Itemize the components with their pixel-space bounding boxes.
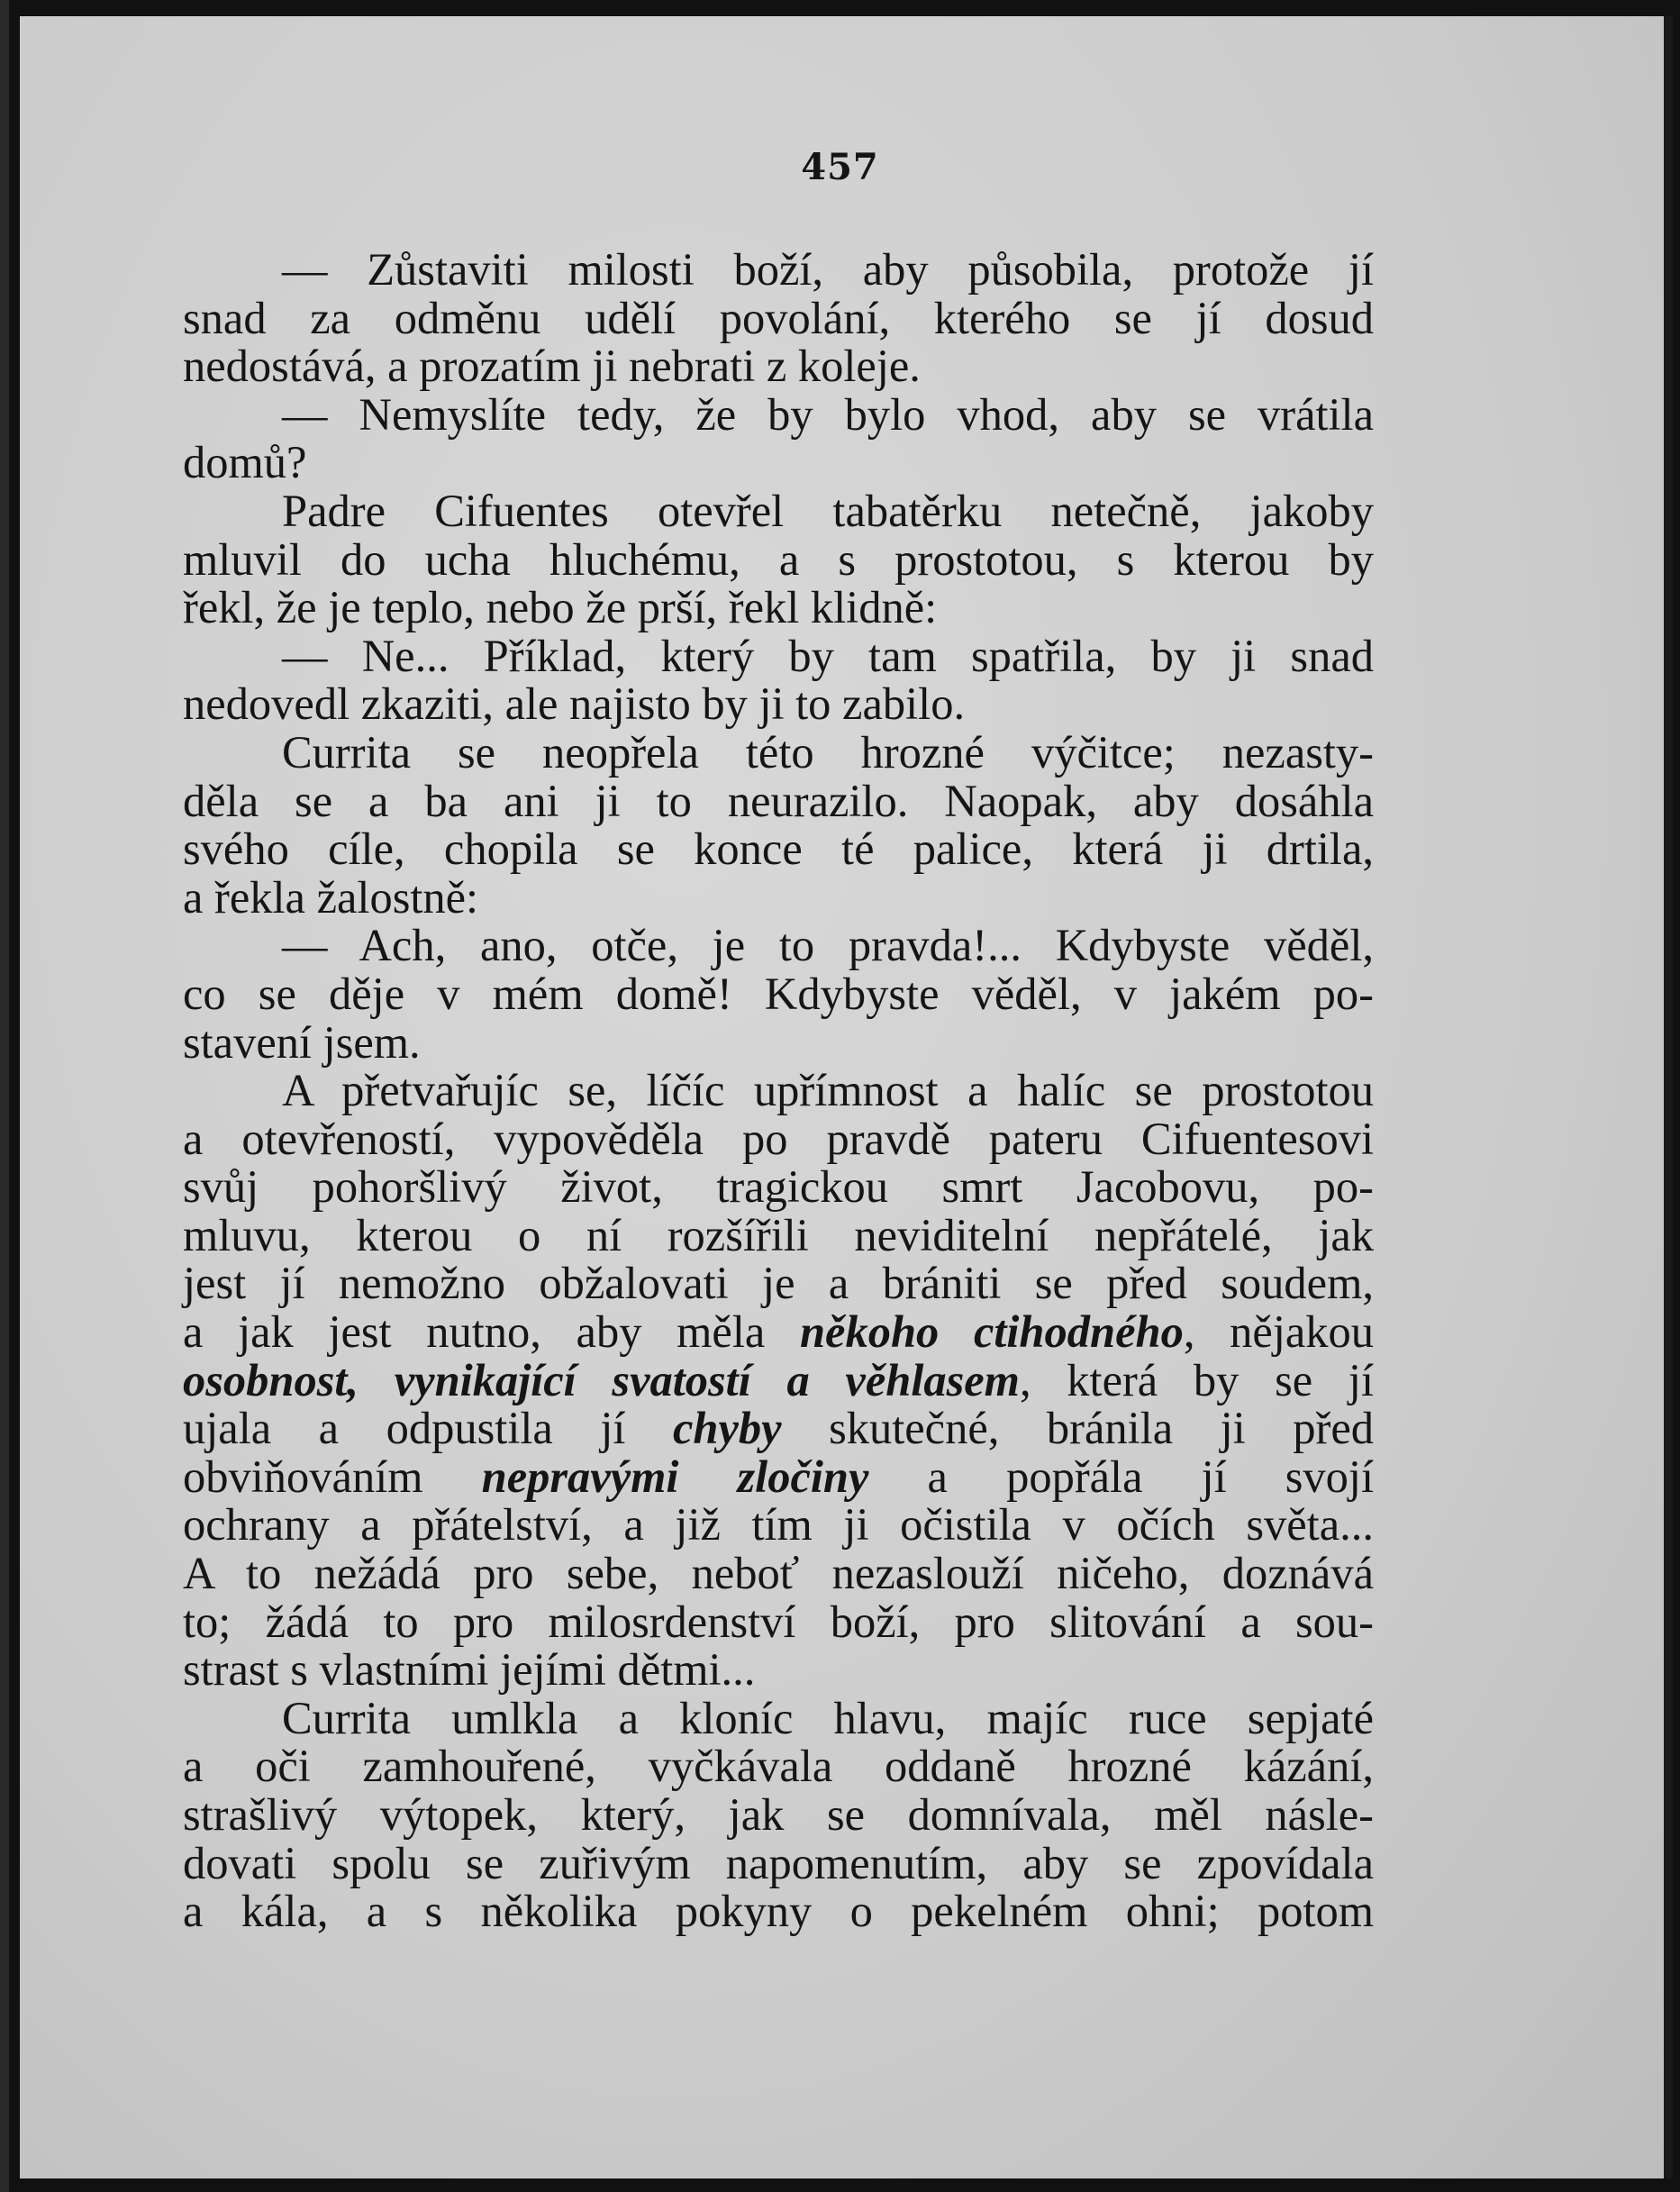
text-segment: nedovedl zkaziti, ale najisto by ji to zabilo. [183, 678, 966, 730]
text-segment: a řekla žalostně: [183, 871, 479, 923]
text-segment: svůj pohoršlivý život, tragickou smrt Jacobovu, po- [183, 1161, 1374, 1213]
text-segment: — Zůstaviti milosti boží, aby působila, protože jí [282, 244, 1374, 295]
text-segment: Currita se neopřela této hrozné výčitce; nezasty- [282, 726, 1374, 778]
text-line [183, 871, 1374, 923]
text-segment: Currita umlkla a kloníc hlavu, majíc ruce sepjaté [282, 1692, 1374, 1743]
text-segment: řekl, že je teplo, nebo že prší, řekl klidně: [183, 582, 938, 633]
text-segment: a oči zamhouřené, vyčkávala oddaně hrozné kázání, [183, 1741, 1374, 1792]
text-segment: to; žádá to pro milosrdenství boží, pro slitování a sou- [183, 1596, 1374, 1647]
text-segment: A přetvařujíc se, líčíc upřímnost a halíc se prostotou [282, 1065, 1374, 1116]
emphasis-text: osobnost, vynikající svatostí a věhlasem [183, 1354, 1020, 1405]
text-line [183, 1354, 1374, 1405]
text-segment: ochrany a přátelství, a již tím ji očistila v očích světa... [183, 1499, 1374, 1551]
text-line [183, 1308, 1374, 1357]
text-line [183, 487, 1374, 536]
text-line [183, 1598, 1374, 1647]
text-segment: strašlivý výtopek, který, jak se domnívala, měl násle- [183, 1789, 1374, 1840]
text-line [183, 584, 1374, 632]
text-segment: snad za odměnu udělí povolání, kterého se jí dosud [183, 292, 1374, 343]
text-segment: a otevřeností, vypověděla po pravdě pateru Cifuentesovi [183, 1113, 1374, 1164]
text-line [183, 439, 1374, 487]
text-segment: jest jí nemožno obžalovati je a brániti se před soudem, [183, 1258, 1374, 1309]
text-line [183, 1646, 1374, 1695]
text-segment: , která by se jí [1019, 1354, 1374, 1405]
text-line [183, 1501, 1374, 1550]
text-segment: dovati spolu se zuřivým napomenutím, aby se zpovídala [183, 1837, 1374, 1888]
text-line [183, 1692, 1374, 1743]
text-line [183, 775, 1374, 826]
text-segment: skutečné, bránila ji před [781, 1403, 1374, 1454]
text-line [183, 970, 1374, 1019]
text-line [183, 1209, 1374, 1260]
text-line [183, 1837, 1374, 1888]
text-line [183, 825, 1374, 874]
text-segment: strast s vlastními jejími dětmi... [183, 1644, 756, 1696]
text-line [183, 922, 1374, 970]
text-segment: mluvil do ucha hluchému, a s prostotou, s kterou by [183, 533, 1374, 585]
text-line [183, 1791, 1374, 1840]
text-line [183, 1016, 1374, 1068]
text-segment: nedostává, a prozatím ji nebrati z koleje. [183, 341, 921, 392]
text-segment: , nějakou [1183, 1306, 1375, 1358]
text-line [183, 533, 1374, 585]
text-segment: stavení jsem. [183, 1016, 421, 1068]
text-line [183, 726, 1374, 778]
text-segment: a jak jest nutno, aby měla [183, 1306, 800, 1358]
text-line [183, 1067, 1374, 1115]
text-segment: domů? [183, 437, 307, 488]
text-line [183, 1742, 1374, 1791]
text-segment: mluvu, kterou o ní rozšířili neviditelní nepřátelé, jak [183, 1209, 1374, 1260]
emphasis-text: někoho ctihodného [799, 1306, 1184, 1358]
text-segment: — Ach, ano, otče, je to pravda!... Kdybyste věděl, [282, 920, 1374, 971]
text-line [183, 1887, 1374, 1936]
text-line [183, 292, 1374, 343]
text-segment: svého cíle, chopila se konce té palice, která ji drtila, [183, 823, 1374, 875]
text-segment: a popřála jí svojí [868, 1451, 1374, 1502]
text-segment: a kála, a s několika pokyny o pekelném ohni; potom [183, 1886, 1374, 1937]
text-line [183, 1115, 1374, 1164]
text-segment: Padre Cifuentes otevřel tabatěrku netečně, jakoby [282, 485, 1374, 536]
text-segment: A to nežádá pro sebe, neboť nezaslouží ničeho, doznává [183, 1548, 1374, 1599]
text-segment: — Nemyslíte tedy, že by bylo vhod, aby se vrátila [282, 388, 1374, 440]
text-line [183, 1405, 1374, 1453]
emphasis-text: nepravými zločiny [481, 1451, 869, 1502]
text-segment: — Ne... Příklad, který by tam spatřila, by ji snad [282, 630, 1374, 681]
text-line [183, 1550, 1374, 1598]
scan-left-edge [0, 0, 9, 2192]
text-segment: obviňováním [183, 1451, 482, 1502]
text-line [183, 1163, 1374, 1212]
text-line [183, 1453, 1374, 1502]
text-line [183, 680, 1374, 729]
text-segment: ujala a odpustila jí [183, 1403, 673, 1454]
text-line [183, 342, 1374, 391]
text-segment: co se děje v mém domě! Kdybyste věděl, v jakém po- [183, 968, 1374, 1019]
body-text [183, 246, 1374, 1936]
emphasis-text: chyby [672, 1403, 782, 1454]
page-number: 457 [801, 146, 879, 188]
text-line [183, 632, 1374, 681]
text-line [183, 246, 1374, 295]
text-line [183, 388, 1374, 440]
text-line [183, 1260, 1374, 1308]
text-segment: děla se a ba ani ji to neurazilo. Naopak, aby dosáhla [183, 775, 1374, 826]
